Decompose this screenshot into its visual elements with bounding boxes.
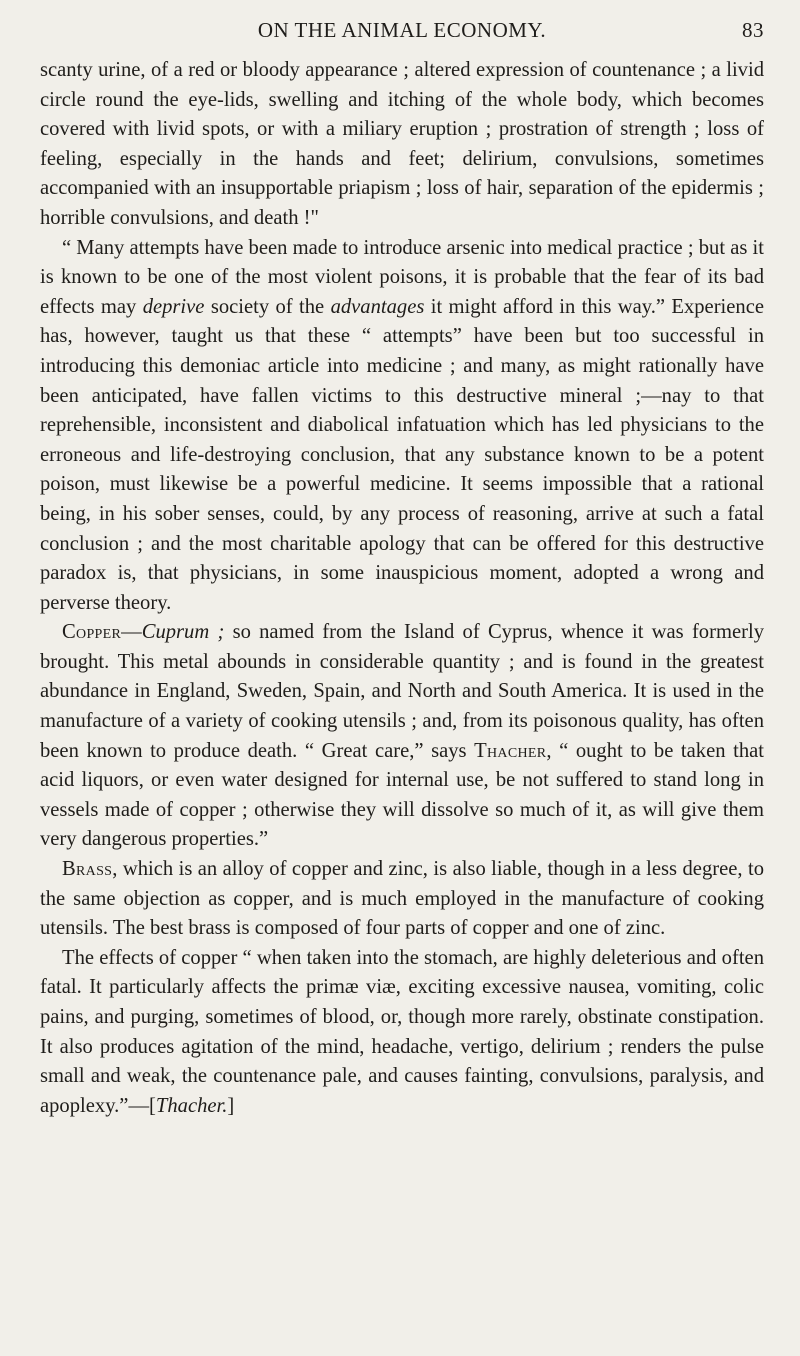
paragraph-brass: Brass, which is an alloy of copper and zinc, is also liable, though in a less degree, to the same objection as copper, and is much employed in the manufacture of cooking utensils. The best brass is composed of four parts of copper and one of zinc. <box>40 858 764 940</box>
emphasis-deprive: deprive <box>142 295 205 318</box>
body-text <box>40 56 764 1121</box>
latin-name-cuprum: Cuprum ; <box>141 621 225 644</box>
citation-thacher: Thacher. <box>155 1094 228 1117</box>
page-number: 83 <box>742 18 764 42</box>
paragraph-copper: Copper—Cuprum ; so named from the Island of Cyprus, whence it was formerly brought. This metal abounds in considerable quantity ; and is found in the greatest abundance in England, Sweden, Spain, and North and South America. It is used in the manufacture of a variety of cooking utensils ; and, from its poisonous quality, has often been known to produce death. “ Great care,” says Thacher, “ ought to be taken that acid liquors, or even water designed for internal use, be not suffered to stand long in vessels made of copper ; otherwise they will dissolve so much of it, as will give them very dangerous properties.” <box>40 621 764 851</box>
emphasis-advantages: advantages <box>330 295 425 318</box>
paragraph-copper-effects: The effects of copper “ when taken into the stomach, are highly deleterious and often fatal. It particularly affects the primæ viæ, exciting excessive nausea, vomiting, colic pains, and purging, sometimes of blood, or, though more rarely, obstinate constipation. It also produces agitation of the mind, headache, vertigo, delirium ; renders the pulse small and weak, the countenance pale, and causes fainting, convulsions, paralysis, and apoplexy.”—[Thacher.] <box>40 946 764 1117</box>
paragraph-arsenic-medicine: “ Many attempts have been made to introduce arsenic into medical practice ; but as it is known to be one of the most violent poisons, it is probable that the fear of its bad effects may deprive society of the advantages it might afford in this way.” Experience has, however, taught us that these “ attempts” have been but too successful in introducing this demoniac article into medicine ; and many, as might rationally have been anticipated, have fallen victims to this destructive mineral ;—nay to that reprehensible, inconsistent and diabolical infatuation which has led physicians to the erroneous and life-destroying conclusion, that any substance known to be a potent poison, must likewise be a powerful medicine. It seems impossible that a rational being, in his sober senses, could, by any process of reasoning, arrive at such a fatal conclusion ; and the most charitable apology that can be offered for this destructive paradox is, that physicians, in some inauspicious moment, adopted a wrong and perverse theory. <box>40 236 764 614</box>
section-head-brass: Brass <box>62 858 113 881</box>
paragraph-arsenic-symptoms: scanty urine, of a red or bloody appearance ; altered expression of countenance ; a livid circle round the eye-lids, swelling and itching of the whole body, which becomes covered with livid spots, or with a miliary eruption ; prostration of strength ; loss of feeling, especially in the hands and feet; delirium, convulsions, sometimes accompanied with an insupportable priapism ; loss of hair, separation of the epidermis ; horrible convulsions, and death !" <box>40 59 764 229</box>
running-title: ON THE ANIMAL ECONOMY. <box>257 18 547 42</box>
section-head-copper: Copper <box>62 621 122 644</box>
author-thacher: Thacher <box>474 739 547 762</box>
running-head <box>40 10 764 50</box>
